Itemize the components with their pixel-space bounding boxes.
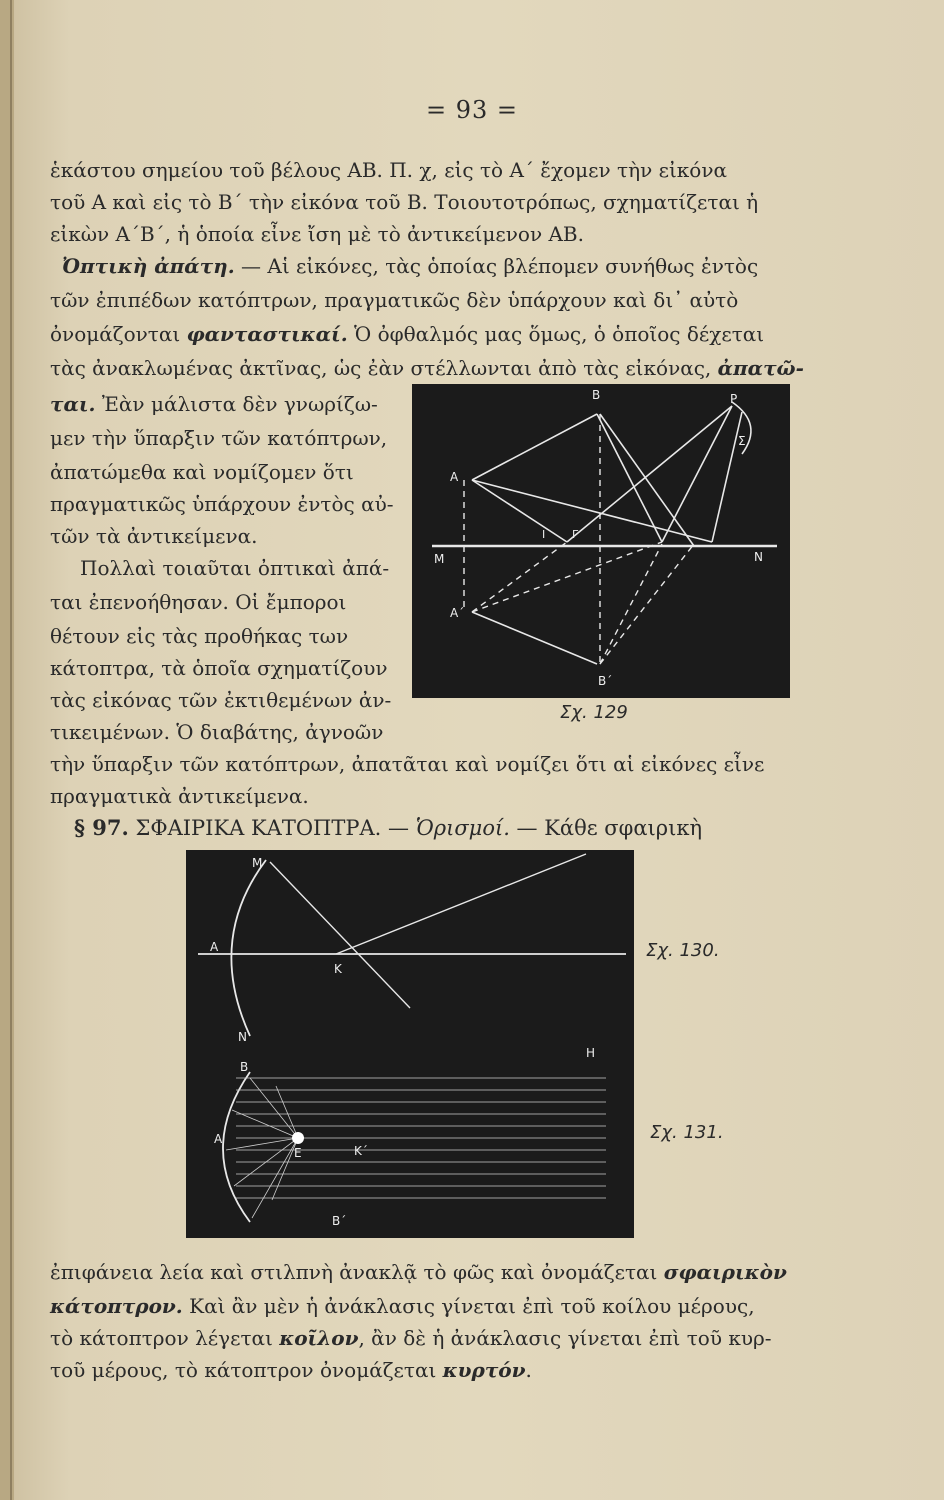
text-line-23: τὸ κάτοπτρον λέγεται κοῖλον, ἂν δὲ ἡ ἀνάκλασις γίνεται ἐπὶ τοῦ κυρ- — [50, 1326, 772, 1350]
text-line-15: θέτουν εἰς τὰς προθήκας των — [50, 624, 349, 648]
figure-129-plane-mirror — [412, 384, 790, 698]
label-P: Ρ — [730, 392, 738, 406]
label-B-prime: Β΄ — [598, 674, 613, 688]
text-line-18: τικειμένων. Ὁ διαβάτης, ἀγνοῶν — [50, 720, 384, 744]
text-line-17: τὰς εἰκόνας τῶν ἐκτιθεμένων ἀν- — [50, 688, 392, 712]
fig130-label-M: Μ — [252, 856, 263, 870]
fig131-label-B-prime: Β΄ — [332, 1214, 347, 1228]
fig131-label-E: Ε — [294, 1146, 302, 1160]
fig130-label-K: Κ — [334, 962, 342, 976]
text-line-1: ἑκάστου σημείου τοῦ βέλους ΑΒ. Π. χ, εἰς τὸ Α΄ ἔχομεν τὴν εἰκόνα — [50, 158, 727, 182]
label-S: Σ — [738, 434, 746, 448]
binding-line — [10, 0, 12, 1500]
label-B: Β — [592, 388, 601, 402]
label-N: Ν — [754, 550, 763, 564]
caption-fig-131: Σχ. 131. — [650, 1122, 724, 1143]
fig131-label-B: Β — [240, 1060, 249, 1074]
text-line-8: ται. Ἐὰν μάλιστα δὲν γνωρίζω- — [50, 392, 378, 416]
text-line-7: τὰς ἀνακλωμένας ἀκτῖνας, ὡς ἐὰν στέλλωνται ἀπὸ τὰς εἰκόνας, ἀπατῶ- — [50, 356, 804, 380]
fig130-label-A: Α — [210, 940, 219, 954]
text-line-10: ἀπατώμεθα καὶ νομίζομεν ὅτι — [50, 460, 354, 484]
fig131-label-H: Η — [586, 1046, 596, 1060]
text-line-22: κάτοπτρον. Καὶ ἂν μὲν ἡ ἀνάκλασις γίνεται ἐπὶ τοῦ κοίλου μέρους, — [50, 1294, 755, 1318]
label-A-prime: Α΄ — [450, 606, 465, 620]
label-I: Ι — [542, 528, 546, 541]
fig131-label-A: Α — [214, 1132, 223, 1146]
section-97-heading: § 97. ΣΦΑΙΡΙΚΑ ΚΑΤΟΠΤΡΑ. — Ὁρισμοί. — Κάθε σφαιρικὴ — [74, 815, 703, 840]
text-line-2: τοῦ Α καὶ εἰς τὸ Β΄ τὴν εἰκόνα τοῦ Β. Τοιουτοτρόπως, σχηματίζεται ἡ — [50, 190, 759, 214]
fig130-label-N: Ν — [238, 1030, 247, 1044]
page-number: = 93 = — [425, 96, 518, 124]
subheading-optical-illusion: Ὀπτικὴ ἀπάτη. — [62, 254, 235, 278]
fig131-label-K-prime: Κ΄ — [354, 1144, 368, 1158]
label-G: Γ — [572, 528, 579, 541]
text-line-16: κάτοπτρα, τὰ ὁποῖα σχηματίζουν — [50, 656, 388, 680]
text-line-13: Πολλαὶ τοιαῦται ὀπτικαὶ ἀπά- — [80, 556, 390, 580]
text-line-5: τῶν ἐπιπέδων κατόπτρων, πραγματικῶς δὲν ὑπάρχουν καὶ δι᾽ αὐτὸ — [50, 288, 739, 312]
text-line-19: τὴν ὕπαρξιν τῶν κατόπτρων, ἀπατᾶται καὶ νομίζει ὅτι αἱ εἰκόνες εἶνε — [50, 752, 765, 776]
text-line-9: μεν τὴν ὕπαρξιν τῶν κατόπτρων, — [50, 426, 388, 450]
text-line-20: πραγματικὰ ἀντικείμενα. — [50, 784, 309, 808]
caption-fig-130: Σχ. 130. — [646, 940, 720, 961]
text-line-24: τοῦ μέρους, τὸ κάτοπτρον ὀνομάζεται κυρτόν. — [50, 1358, 532, 1382]
text-line-12: τῶν τὰ ἀντικείμενα. — [50, 524, 258, 548]
text-line-11: πραγματικῶς ὑπάρχουν ἐντὸς αὐ- — [50, 492, 394, 516]
text-line-6: ὀνομάζονται φανταστικαί. Ὁ ὀφθαλμός μας ὅμως, ὁ ὁποῖος δέχεται — [50, 322, 765, 346]
text-line-21: ἐπιφάνεια λεία καὶ στιλπνὴ ἀνακλᾷ τὸ φῶς καὶ ὀνομάζεται σφαιρικὸν — [50, 1260, 787, 1284]
text-line-4: Ὀπτικὴ ἀπάτη. — Αἱ εἰκόνες, τὰς ὁποίας βλέπομεν συνήθως ἐντὸς — [62, 254, 759, 278]
figure-130-131-spherical-mirror — [186, 850, 634, 1238]
text-line-3: εἰκὼν Α΄Β΄, ἡ ὁποία εἶνε ἴση μὲ τὸ ἀντικείμενον ΑΒ. — [50, 222, 584, 246]
label-M: Μ — [434, 552, 445, 566]
label-A: Α — [450, 470, 459, 484]
caption-fig-129: Σχ. 129 — [560, 702, 628, 723]
text-line-14: ται ἐπενοήθησαν. Οἱ ἔμποροι — [50, 590, 347, 614]
